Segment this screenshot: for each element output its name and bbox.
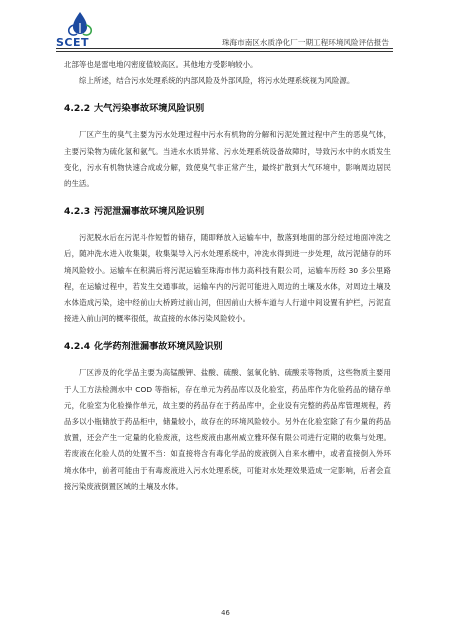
section-title: 污泥泄漏事故环境风险识别 (94, 206, 205, 218)
logo-text: SCET (56, 36, 90, 49)
paragraph: 厂区产生的臭气主要为污水处理过程中污水有机物的分解和污泥处置过程中产生的恶臭气体，主要污染物为硫化氢和氨气。当进水水质异常、污水处理系统设备故障时，导致污水中的水质发生变化，污水有机物快速合成或分解，致使臭气非正常产生，最终扩散到大气环境中，影响周边居民的生活。 (64, 130, 391, 189)
page-header (0, 0, 451, 56)
section-number: 4.2.2 (64, 103, 91, 115)
paragraph: 厂区涉及的化学品主要为高锰酸钾、盐酸、硫酸、氢氧化钠、硫酸汞等物质，这些物质主要用于人工方法检测水中 COD 等指标，存在单元为药品库以及化验室，药品库作为化验药品的储存单元，化验室为化验操作单元，故主要的药品存在于药品库中，企业设有完整的药品库管理规程，药品多以小瓶储放于药品柜中，储量较小，故存在的环境风险较小。另外在化验室除了有少量的药品放置，还会产生一定量的化验废液，这些废液由惠州威立雅环保有限公司进行定期的收集与处理。若废液在化验人员的处置不当：如直接将含有毒化学品的废液倒入自来水槽中，或者直接倒入外环境水体中，前者可能由于有毒废液进入污水处理系统，可能对水处理效果造成一定影响，后者会直接污染废液倒置区域的土壤及水体。 (64, 368, 391, 491)
header-rule (56, 48, 393, 49)
section-number: 4.2.4 (64, 341, 91, 353)
paragraph: 污泥脱水后在污泥斗作短暂的储存，随即释放入运输车中，散落到地面的部分经过地面冲洗之后，随冲洗水进入收集渠，收集渠导入污水处理系统中，冲洗水得到进一步处理，故污泥储存的环境风险较小。运输车在积满后将污泥运输至珠海市伟力高科技有限公司，运输车历经 30 多公里路程，在运输过程中，若发生交通事故，运输车内的污泥可能进入周边的土壤及水体，对周边土壤及水体造成污染，途中经前山大桥跨过前山河，但因前山大桥车道与人行道中间设置有护栏，污泥直接进入前山河的概率很低，故直接的水体污染风险较小。 (64, 233, 391, 324)
section-title: 大气污染事故环境风险识别 (94, 103, 205, 115)
paragraph: 北部等也是雷电地闪密度值较高区。其他地方受影响较小。 (64, 60, 258, 69)
section-heading (64, 339, 391, 355)
paragraph: 综上所述，结合污水处理系统的内部风险及外部风险，将污水处理系统视为风险源。 (79, 76, 355, 86)
page-content (64, 56, 391, 495)
section-heading (64, 101, 391, 117)
page-number: 46 (221, 609, 230, 617)
section-number: 4.2.3 (64, 206, 91, 218)
document-header-title: 珠海市南区水质净化厂一期工程环境风险评估报告 (221, 38, 389, 47)
header-rule-thin (56, 51, 393, 52)
section-title: 化学药剂泄漏事故环境风险识别 (94, 341, 223, 353)
section-heading (64, 204, 391, 220)
